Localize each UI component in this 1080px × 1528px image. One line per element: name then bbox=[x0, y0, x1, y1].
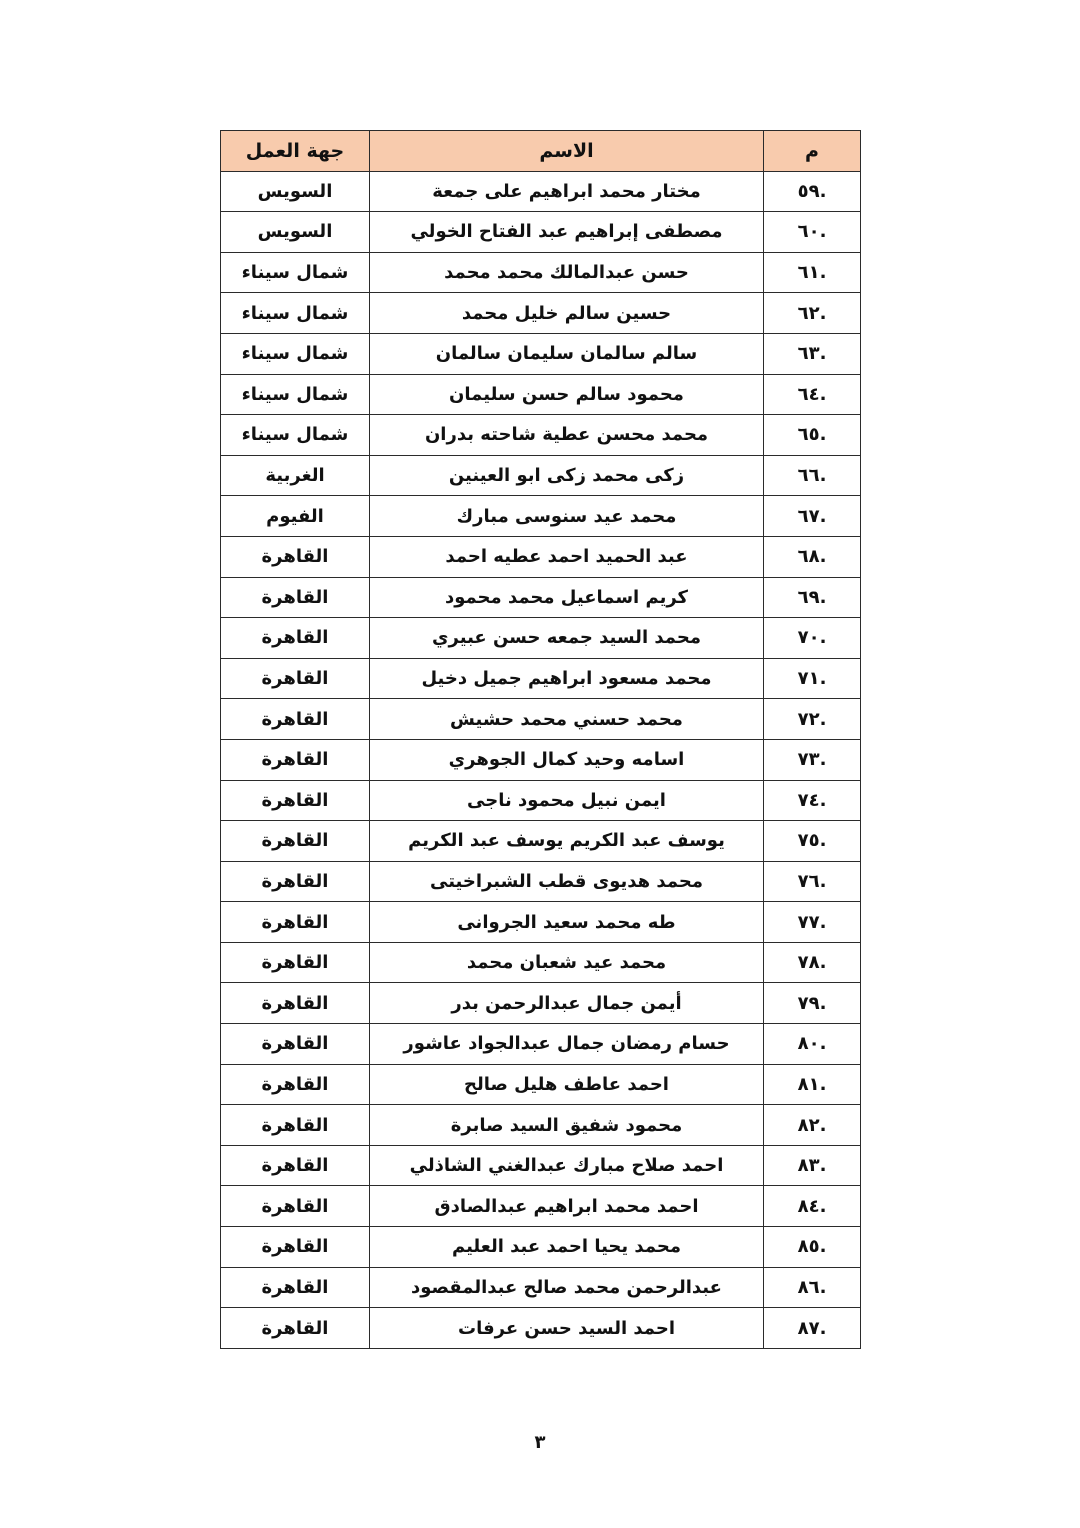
row-name: محمود سالم حسن سليمان bbox=[370, 374, 764, 415]
row-workplace: القاهرة bbox=[221, 983, 370, 1024]
table-row bbox=[221, 821, 861, 862]
row-name: كريم اسماعيل محمد محمود bbox=[370, 577, 764, 618]
header-workplace: جهة العمل bbox=[221, 131, 370, 172]
row-name: احمد عاطف هليل صالح bbox=[370, 1064, 764, 1105]
row-name: حسام رمضان جمال عبدالجواد عاشور bbox=[370, 1024, 764, 1065]
row-number: .٨١ bbox=[764, 1064, 861, 1105]
header-number: م bbox=[764, 131, 861, 172]
row-workplace: القاهرة bbox=[221, 1024, 370, 1065]
row-name: سالم سالمان سليمان سالمان bbox=[370, 333, 764, 374]
row-number: .٨٠ bbox=[764, 1024, 861, 1065]
row-number: .٧٣ bbox=[764, 739, 861, 780]
table-row bbox=[221, 1105, 861, 1146]
row-workplace: القاهرة bbox=[221, 1186, 370, 1227]
row-number: .٦٤ bbox=[764, 374, 861, 415]
row-number: .٦٧ bbox=[764, 496, 861, 537]
row-workplace: القاهرة bbox=[221, 902, 370, 943]
row-number: .٧٩ bbox=[764, 983, 861, 1024]
header-name: الاسم bbox=[370, 131, 764, 172]
table-row bbox=[221, 739, 861, 780]
page-number: ٣ bbox=[534, 1432, 546, 1453]
row-name: عبدالرحمن محمد صالح عبدالمقصود bbox=[370, 1267, 764, 1308]
row-name: يوسف عبد الكريم يوسف عبد الكريم bbox=[370, 821, 764, 862]
row-workplace: شمال سيناء bbox=[221, 374, 370, 415]
table-row bbox=[221, 415, 861, 456]
row-workplace: القاهرة bbox=[221, 821, 370, 862]
row-number: .٦٨ bbox=[764, 536, 861, 577]
row-workplace: القاهرة bbox=[221, 1267, 370, 1308]
row-workplace: شمال سيناء bbox=[221, 415, 370, 456]
table-row bbox=[221, 861, 861, 902]
table-row bbox=[221, 780, 861, 821]
row-number: .٥٩ bbox=[764, 171, 861, 212]
row-workplace: الفيوم bbox=[221, 496, 370, 537]
row-number: .٧٥ bbox=[764, 821, 861, 862]
table-row bbox=[221, 1267, 861, 1308]
row-workplace: القاهرة bbox=[221, 699, 370, 740]
table-row bbox=[221, 293, 861, 334]
row-number: .٦٢ bbox=[764, 293, 861, 334]
row-workplace: السويس bbox=[221, 212, 370, 253]
row-number: .٨٢ bbox=[764, 1105, 861, 1146]
row-name: مختار محمد ابراهيم على جمعة bbox=[370, 171, 764, 212]
row-name: مصطفى إبراهيم عبد الفتاح الخولي bbox=[370, 212, 764, 253]
row-name: احمد السيد حسن عرفات bbox=[370, 1308, 764, 1349]
row-name: أيمن جمال عبدالرحمن بدر bbox=[370, 983, 764, 1024]
row-workplace: القاهرة bbox=[221, 1064, 370, 1105]
row-number: .٦٥ bbox=[764, 415, 861, 456]
table-row bbox=[221, 496, 861, 537]
row-number: .٦٩ bbox=[764, 577, 861, 618]
row-number: .٦١ bbox=[764, 252, 861, 293]
table-row bbox=[221, 942, 861, 983]
row-name: محمد عيد شعبان محمد bbox=[370, 942, 764, 983]
table-row bbox=[221, 212, 861, 253]
row-name: محمد يحيا احمد عبد العليم bbox=[370, 1227, 764, 1268]
table-row bbox=[221, 333, 861, 374]
row-workplace: القاهرة bbox=[221, 942, 370, 983]
table-row bbox=[221, 374, 861, 415]
row-name: محمد محسن عطية شاحته بدران bbox=[370, 415, 764, 456]
row-name: زكى محمد زكى ابو العينين bbox=[370, 455, 764, 496]
row-name: طه محمد سعيد الجروانى bbox=[370, 902, 764, 943]
row-number: .٦٦ bbox=[764, 455, 861, 496]
table-row bbox=[221, 1064, 861, 1105]
row-workplace: القاهرة bbox=[221, 1308, 370, 1349]
row-number: .٦٣ bbox=[764, 333, 861, 374]
table-row bbox=[221, 252, 861, 293]
row-name: محمد السيد جمعه حسن عبيري bbox=[370, 618, 764, 659]
row-number: .٨٦ bbox=[764, 1267, 861, 1308]
table-row bbox=[221, 658, 861, 699]
row-workplace: القاهرة bbox=[221, 780, 370, 821]
row-number: .٧١ bbox=[764, 658, 861, 699]
row-name: احمد محمد ابراهيم عبدالصادق bbox=[370, 1186, 764, 1227]
row-name: اسامه وحيد كمال الجوهري bbox=[370, 739, 764, 780]
table-row bbox=[221, 618, 861, 659]
table-row bbox=[221, 1145, 861, 1186]
row-workplace: الغربية bbox=[221, 455, 370, 496]
row-name: محمد عيد سنوسى مبارك bbox=[370, 496, 764, 537]
row-number: .٧٧ bbox=[764, 902, 861, 943]
row-number: .٦٠ bbox=[764, 212, 861, 253]
table-body bbox=[221, 171, 861, 1348]
row-workplace: شمال سيناء bbox=[221, 333, 370, 374]
row-number: .٨٥ bbox=[764, 1227, 861, 1268]
table-row bbox=[221, 455, 861, 496]
table-row bbox=[221, 1186, 861, 1227]
table-row bbox=[221, 902, 861, 943]
table-row bbox=[221, 171, 861, 212]
row-number: .٧٨ bbox=[764, 942, 861, 983]
row-workplace: القاهرة bbox=[221, 1145, 370, 1186]
row-workplace: القاهرة bbox=[221, 1227, 370, 1268]
row-name: حسن عبدالمالك محمد محمد bbox=[370, 252, 764, 293]
names-table bbox=[220, 130, 861, 1349]
row-name: محمد حسني محمد حشيش bbox=[370, 699, 764, 740]
row-number: .٨٤ bbox=[764, 1186, 861, 1227]
row-name: عبد الحميد احمد عطيه احمد bbox=[370, 536, 764, 577]
row-workplace: القاهرة bbox=[221, 577, 370, 618]
row-workplace: القاهرة bbox=[221, 739, 370, 780]
table-row bbox=[221, 983, 861, 1024]
table-row bbox=[221, 1024, 861, 1065]
row-number: .٨٣ bbox=[764, 1145, 861, 1186]
row-name: محمد مسعود ابراهيم جميل دخيل bbox=[370, 658, 764, 699]
row-workplace: شمال سيناء bbox=[221, 252, 370, 293]
row-workplace: القاهرة bbox=[221, 618, 370, 659]
row-name: حسين سالم خليل محمد bbox=[370, 293, 764, 334]
row-number: .٧٤ bbox=[764, 780, 861, 821]
table-row bbox=[221, 1227, 861, 1268]
table-row bbox=[221, 536, 861, 577]
table-row bbox=[221, 1308, 861, 1349]
table-row bbox=[221, 577, 861, 618]
row-workplace: القاهرة bbox=[221, 861, 370, 902]
row-number: .٨٧ bbox=[764, 1308, 861, 1349]
row-name: ايمن نبيل محمود ناجى bbox=[370, 780, 764, 821]
table-header-row bbox=[221, 131, 861, 172]
row-number: .٧٢ bbox=[764, 699, 861, 740]
row-workplace: شمال سيناء bbox=[221, 293, 370, 334]
row-workplace: القاهرة bbox=[221, 658, 370, 699]
row-name: محمد هديوى قطب الشبراخيتى bbox=[370, 861, 764, 902]
row-number: .٧٦ bbox=[764, 861, 861, 902]
row-name: احمد صلاح مبارك عبدالغني الشاذلي bbox=[370, 1145, 764, 1186]
table-row bbox=[221, 699, 861, 740]
row-number: .٧٠ bbox=[764, 618, 861, 659]
row-name: محمود شفيق السيد صابرة bbox=[370, 1105, 764, 1146]
row-workplace: القاهرة bbox=[221, 1105, 370, 1146]
row-workplace: القاهرة bbox=[221, 536, 370, 577]
row-workplace: السويس bbox=[221, 171, 370, 212]
